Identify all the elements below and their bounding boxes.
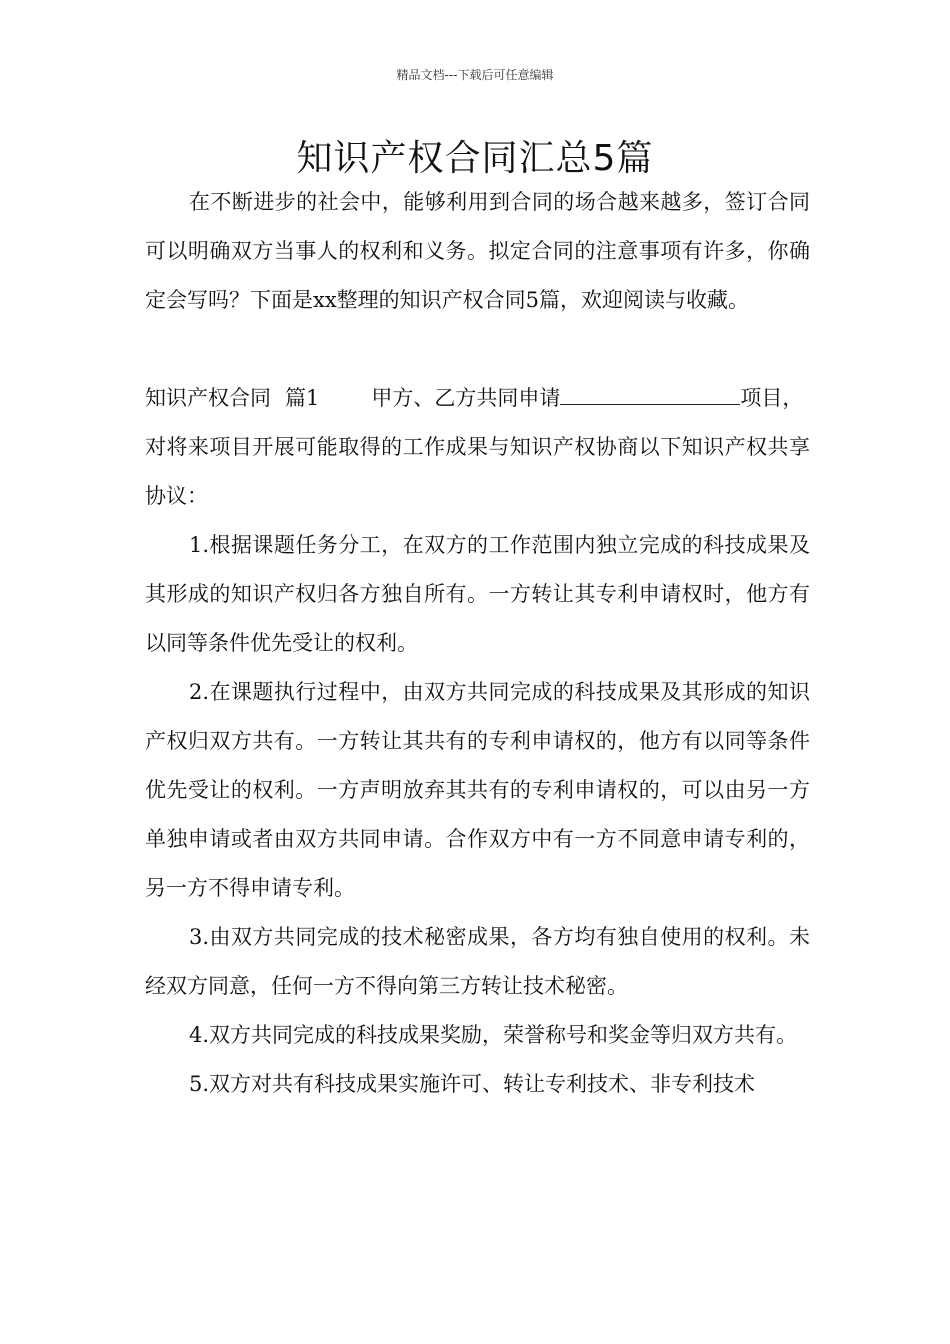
header-note: 精品文档---下载后可任意编辑 (396, 68, 554, 82)
section-name: 知识产权合同 (145, 386, 271, 410)
section-lead-text: 甲方、乙方共同申请 (371, 386, 561, 410)
clause-paragraph: 1.根据课题任务分工，在双方的工作范围内独立完成的科技成果及其形成的知识产权归各方独自所有。一方转让其专利申请权时，他方有以同等条件优先受让的权利。 (145, 533, 810, 655)
section-heading-line (145, 374, 810, 423)
document-body (145, 178, 810, 1109)
section-number: 篇1 (285, 386, 320, 410)
fill-in-blank (560, 386, 740, 405)
clause-paragraph: 2.在课题执行过程中，由双方共同完成的科技成果及其形成的知识产权归双方共有。一方转让其共有的专利申请权的，他方有以同等条件优先受让的权利。一方声明放弃其共有的专利申请权的，可以由另一方单独申请或者由双方共同申请。合作双方中有一方不同意申请专利的，另一方不得申请专利。 (145, 680, 810, 900)
section-lead-continuation: 对将来项目开展可能取得的工作成果与知识产权协商以下知识产权共享协议： (145, 435, 810, 508)
clause-paragraph: 3.由双方共同完成的技术秘密成果，各方均有独自使用的权利。未经双方同意，任何一方不得向第三方转让技术秘密。 (145, 925, 810, 998)
page-title: 知识产权合同汇总5篇 (296, 138, 654, 179)
paragraph-spacer (145, 325, 810, 374)
section-lead-suffix: 项目， (740, 386, 804, 410)
clause-paragraph: 5.双方对共有科技成果实施许可、转让专利技术、非专利技术 (189, 1072, 756, 1096)
clause-paragraph: 4.双方共同完成的科技成果奖励，荣誉称号和奖金等归双方共有。 (189, 1023, 798, 1047)
intro-paragraph: 在不断进步的社会中，能够利用到合同的场合越来越多，签订合同可以明确双方当事人的权利和义务。拟定合同的注意事项有许多，你确定会写吗？下面是xx整理的知识产权合同5篇，欢迎阅读与收藏。 (145, 190, 810, 312)
